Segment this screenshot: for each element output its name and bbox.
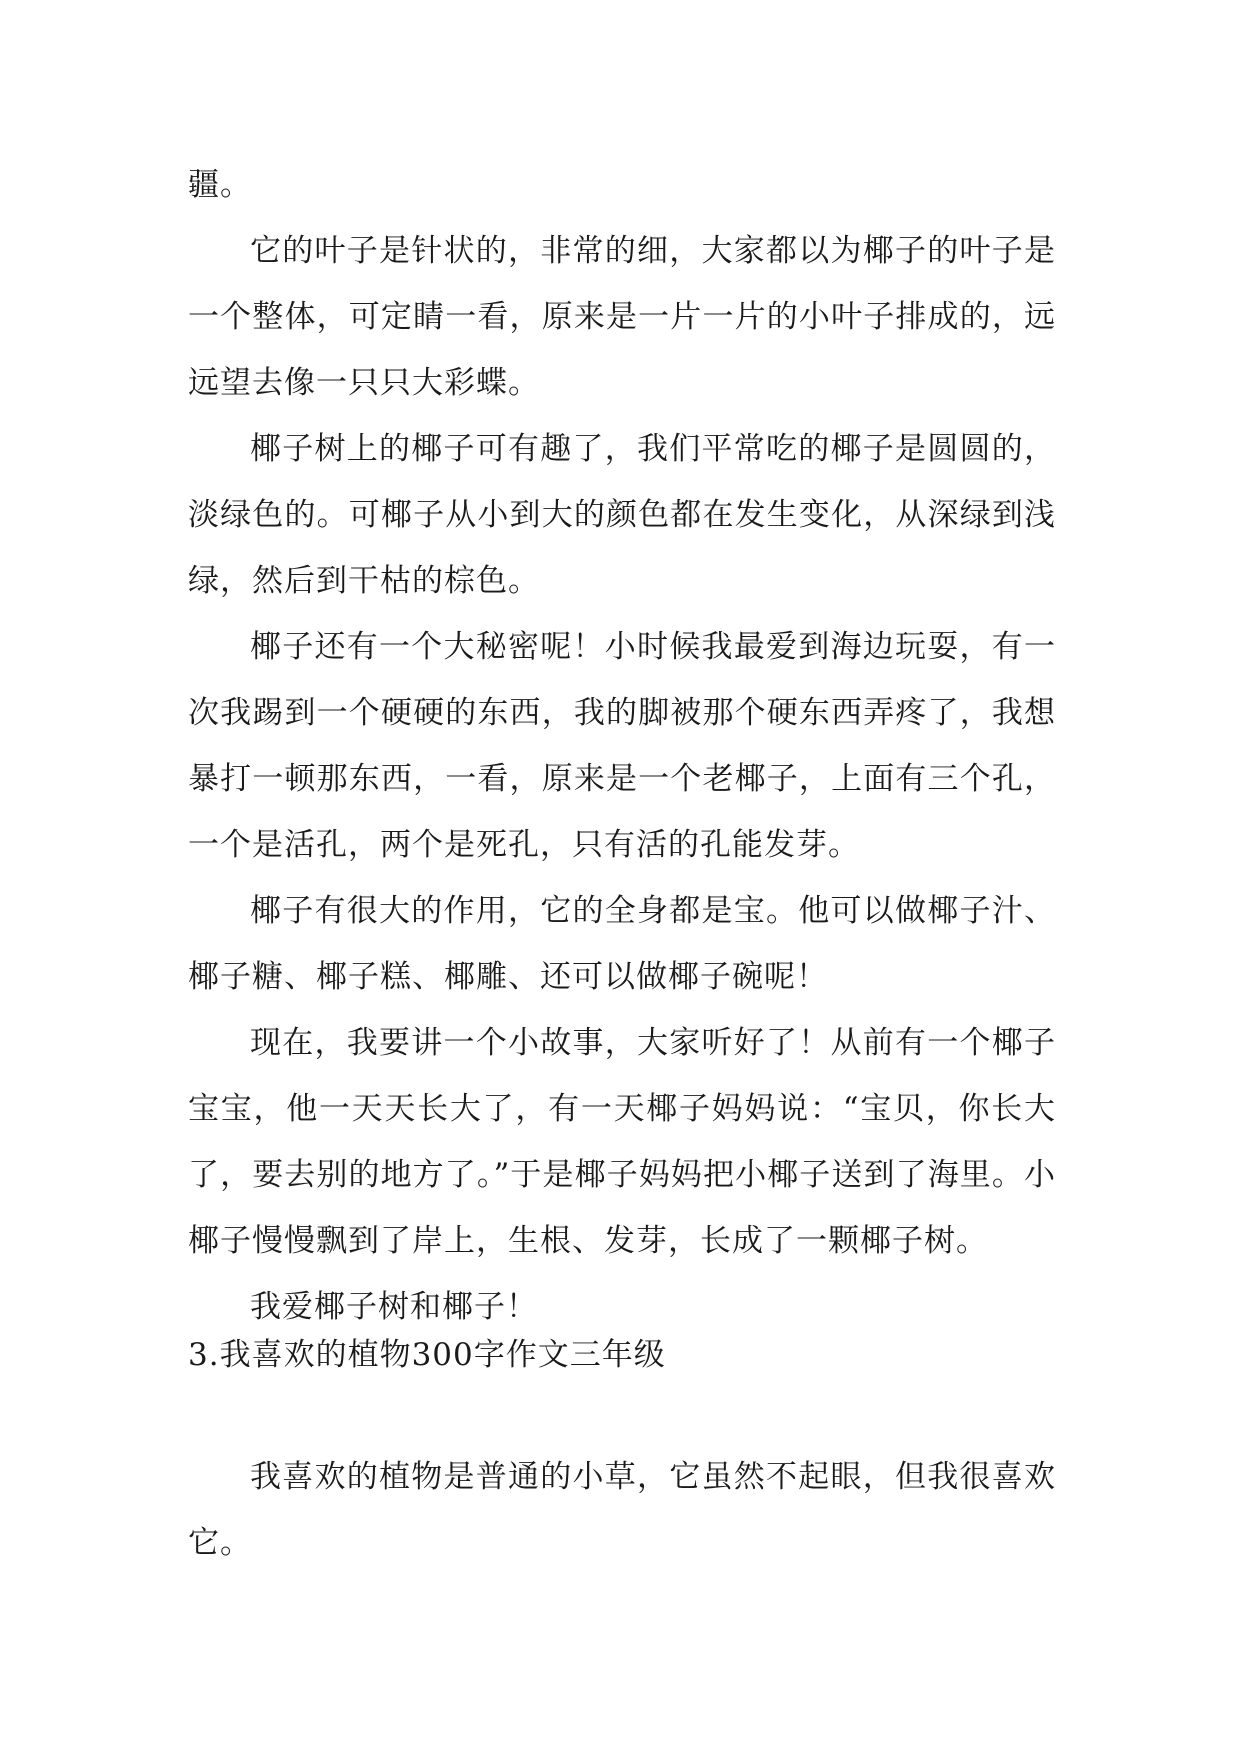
paragraph-coconut-secret: 椰子还有一个大秘密呢！小时候我最爱到海边玩耍，有一次我踢到一个硬硬的东西，我的脚被那个硬东西弄疼了，我想暴打一顿那东西，一看，原来是一个老椰子，上面有三个孔，一个是活孔，两个是死孔，只有活的孔能发芽。 bbox=[188, 629, 1056, 863]
paragraph-leaves: 它的叶子是针状的，非常的细，大家都以为椰子的叶子是一个整体，可定睛一看，原来是一片一片的小叶子排成的，远远望去像一只只大彩蝶。 bbox=[188, 233, 1056, 401]
paragraph-grass-intro: 我喜欢的植物是普通的小草，它虽然不起眼，但我很喜欢它。 bbox=[188, 1459, 1056, 1561]
essay-body-coconut bbox=[188, 152, 1056, 1340]
essay-body-grass bbox=[188, 1444, 1056, 1576]
paragraph-story: 现在，我要讲一个小故事，大家听好了！从前有一个椰子宝宝，他一天天长大了，有一天椰子妈妈说：“宝贝，你长大了，要去别的地方了。”于是椰子妈妈把小椰子送到了海里。小椰子慢慢飘到了岸上，生根、发芽，长成了一颗椰子树。 bbox=[188, 1025, 1056, 1259]
paragraph-continuation: 疆。 bbox=[188, 167, 252, 203]
section-heading: 3.我喜欢的植物300字作文三年级 bbox=[188, 1337, 666, 1373]
paragraph-coconut-color: 椰子树上的椰子可有趣了，我们平常吃的椰子是圆圆的，淡绿色的。可椰子从小到大的颜色都在发生变化，从深绿到浅绿，然后到干枯的棕色。 bbox=[188, 431, 1056, 599]
paragraph-coconut-uses: 椰子有很大的作用，它的全身都是宝。他可以做椰子汁、椰子糖、椰子糕、椰雕、还可以做椰子碗呢！ bbox=[188, 893, 1056, 995]
paragraph-closing: 我爱椰子树和椰子！ bbox=[250, 1289, 538, 1325]
